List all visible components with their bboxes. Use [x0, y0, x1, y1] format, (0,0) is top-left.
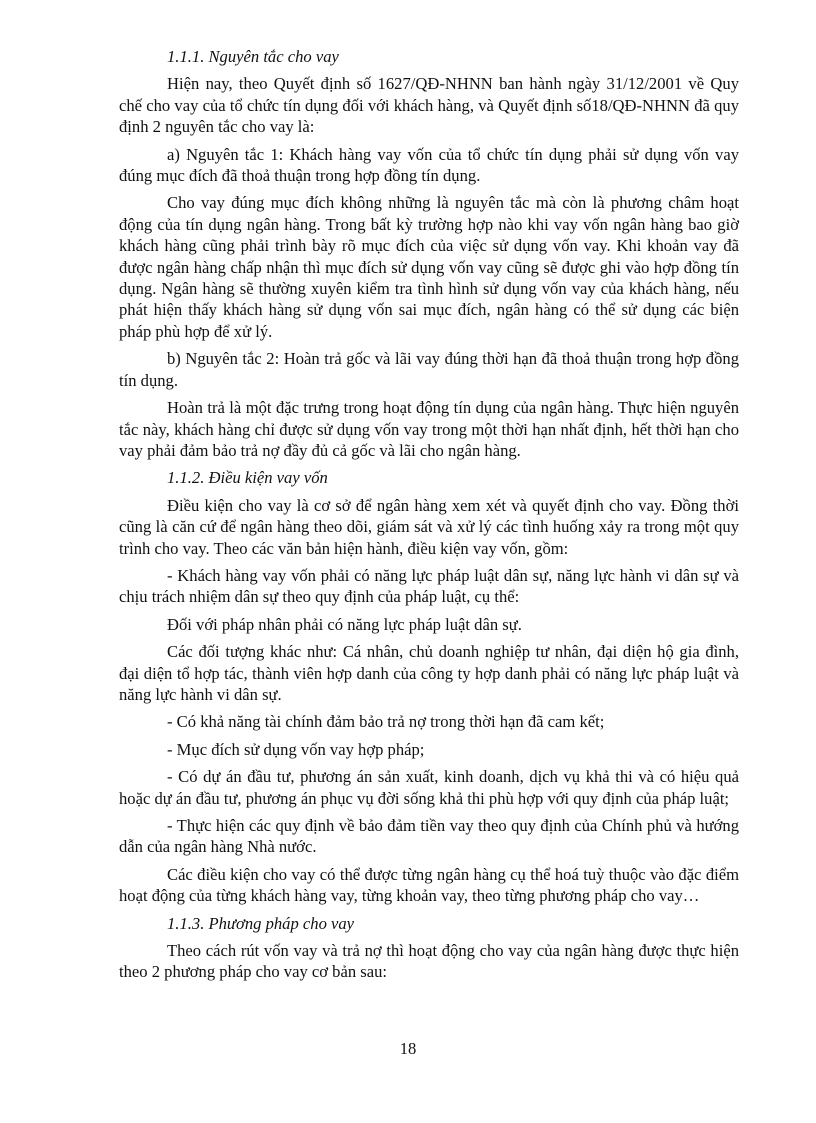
page-number: 18	[399, 1039, 417, 1058]
section-heading-1-1-3: 1.1.3. Phương pháp cho vay	[167, 913, 355, 933]
paragraph-condition-legal-capacity: - Khách hàng vay vốn phải có năng lực pháp luật dân sự, năng lực hành vi dân sự và chịu trách nhiệm dân sự theo quy định của pháp luật, cụ thể:	[119, 565, 739, 607]
paragraph-loan-conditions-intro: Điều kiện cho vay là cơ sở để ngân hàng xem xét và quyết định cho vay. Đồng thời cũng là căn cứ để ngân hàng theo dõi, giám sát và xử lý các tình huống xảy ra trong một quy trình cho vay. Theo các văn bản hiện hành, điều kiện vay vốn, gồm:	[119, 495, 739, 558]
paragraph-principle-2-explanation: Hoàn trả là một đặc trưng trong hoạt động tín dụng của ngân hàng. Thực hiện nguyên tắc này, khách hàng chỉ được sử dụng vốn vay trong một thời hạn nhất định, hết thời hạn cho vay phải đảm bảo trả nợ đầy đủ cả gốc và lãi cho ngân hàng.	[119, 398, 739, 460]
paragraph-condition-purpose: - Mục đích sử dụng vốn vay hợp pháp;	[167, 739, 425, 759]
paragraph-conditions-specific: Các điều kiện cho vay có thể được từng ngân hàng cụ thể hoá tuỳ thuộc vào đặc điểm hoạt động của từng khách hàng vay, từng khoản vay, theo từng phương pháp cho vay…	[119, 864, 739, 906]
paragraph-principle-1: a) Nguyên tắc 1: Khách hàng vay vốn của tổ chức tín dụng phải sử dụng vốn vay đúng mục đích đã thoả thuận trong hợp đồng tín dụng.	[119, 144, 739, 186]
paragraph-principle-1-explanation: Cho vay đúng mục đích không những là nguyên tắc mà còn là phương châm hoạt động của tín dụng ngân hàng. Trong bất kỳ trường hợp nào khi vay vốn ngân hàng bao giờ khách hàng cũng phải trình bày rõ mục đích của việc sử dụng vốn vay. Khi khoản vay đã được ngân hàng chấp nhận thì mục đích sử dụng vốn vay cũng sẽ được ghi vào hợp đồng tín dụng. Ngân hàng sẽ thường xuyên kiểm tra tình hình sử dụng vốn vay của khách hàng, nếu phát hiện thấy khách hàng sử dụng vốn sai mục đích, ngân hàng có thể sử dụng các biện pháp phù hợp để xử lý.	[119, 193, 739, 341]
section-heading-1-1-2: 1.1.2. Điều kiện vay vốn	[167, 468, 328, 488]
paragraph-condition-guarantee: - Thực hiện các quy định về bảo đảm tiền vay theo quy định của Chính phủ và hướng dẫn của ngân hàng Nhà nước.	[119, 816, 739, 857]
paragraph-condition-project: - Có dự án đầu tư, phương án sản xuất, kinh doanh, dịch vụ khả thi và có hiệu quả hoặc dự án đầu tư, phương án phục vụ đời sống khả thi phù hợp với quy định của pháp luật;	[119, 767, 739, 808]
paragraph-lending-methods-intro: Theo cách rút vốn vay và trả nợ thì hoạt động cho vay của ngân hàng được thực hiện theo 2 phương pháp cho vay cơ bản sau:	[119, 941, 739, 982]
paragraph-condition-financial: - Có khả năng tài chính đảm bảo trả nợ trong thời hạn đã cam kết;	[167, 712, 605, 732]
paragraph-principle-2: b) Nguyên tắc 2: Hoàn trả gốc và lãi vay đúng thời hạn đã thoả thuận trong hợp đồng tín dụng.	[119, 349, 739, 390]
paragraph-legal-entity: Đối với pháp nhân phải có năng lực pháp luật dân sự.	[167, 614, 522, 634]
paragraph-regulation-intro: Hiện nay, theo Quyết định số 1627/QĐ-NHNN ban hành ngày 31/12/2001 về Quy chế cho vay của tổ chức tín dụng đối với khách hàng, và Quyết định số18/QĐ-NHNN đã quy định 2 nguyên tắc cho vay là:	[119, 74, 739, 137]
paragraph-other-subjects: Các đối tượng khác như: Cá nhân, chủ doanh nghiệp tư nhân, đại diện hộ gia đình, đại diện tổ hợp tác, thành viên hợp danh của công ty hợp danh phải có năng lực pháp luật và năng lực hành vi dân sự.	[119, 642, 739, 704]
document-body	[119, 46, 739, 989]
section-heading-1-1-1: 1.1.1. Nguyên tắc cho vay	[167, 47, 339, 66]
